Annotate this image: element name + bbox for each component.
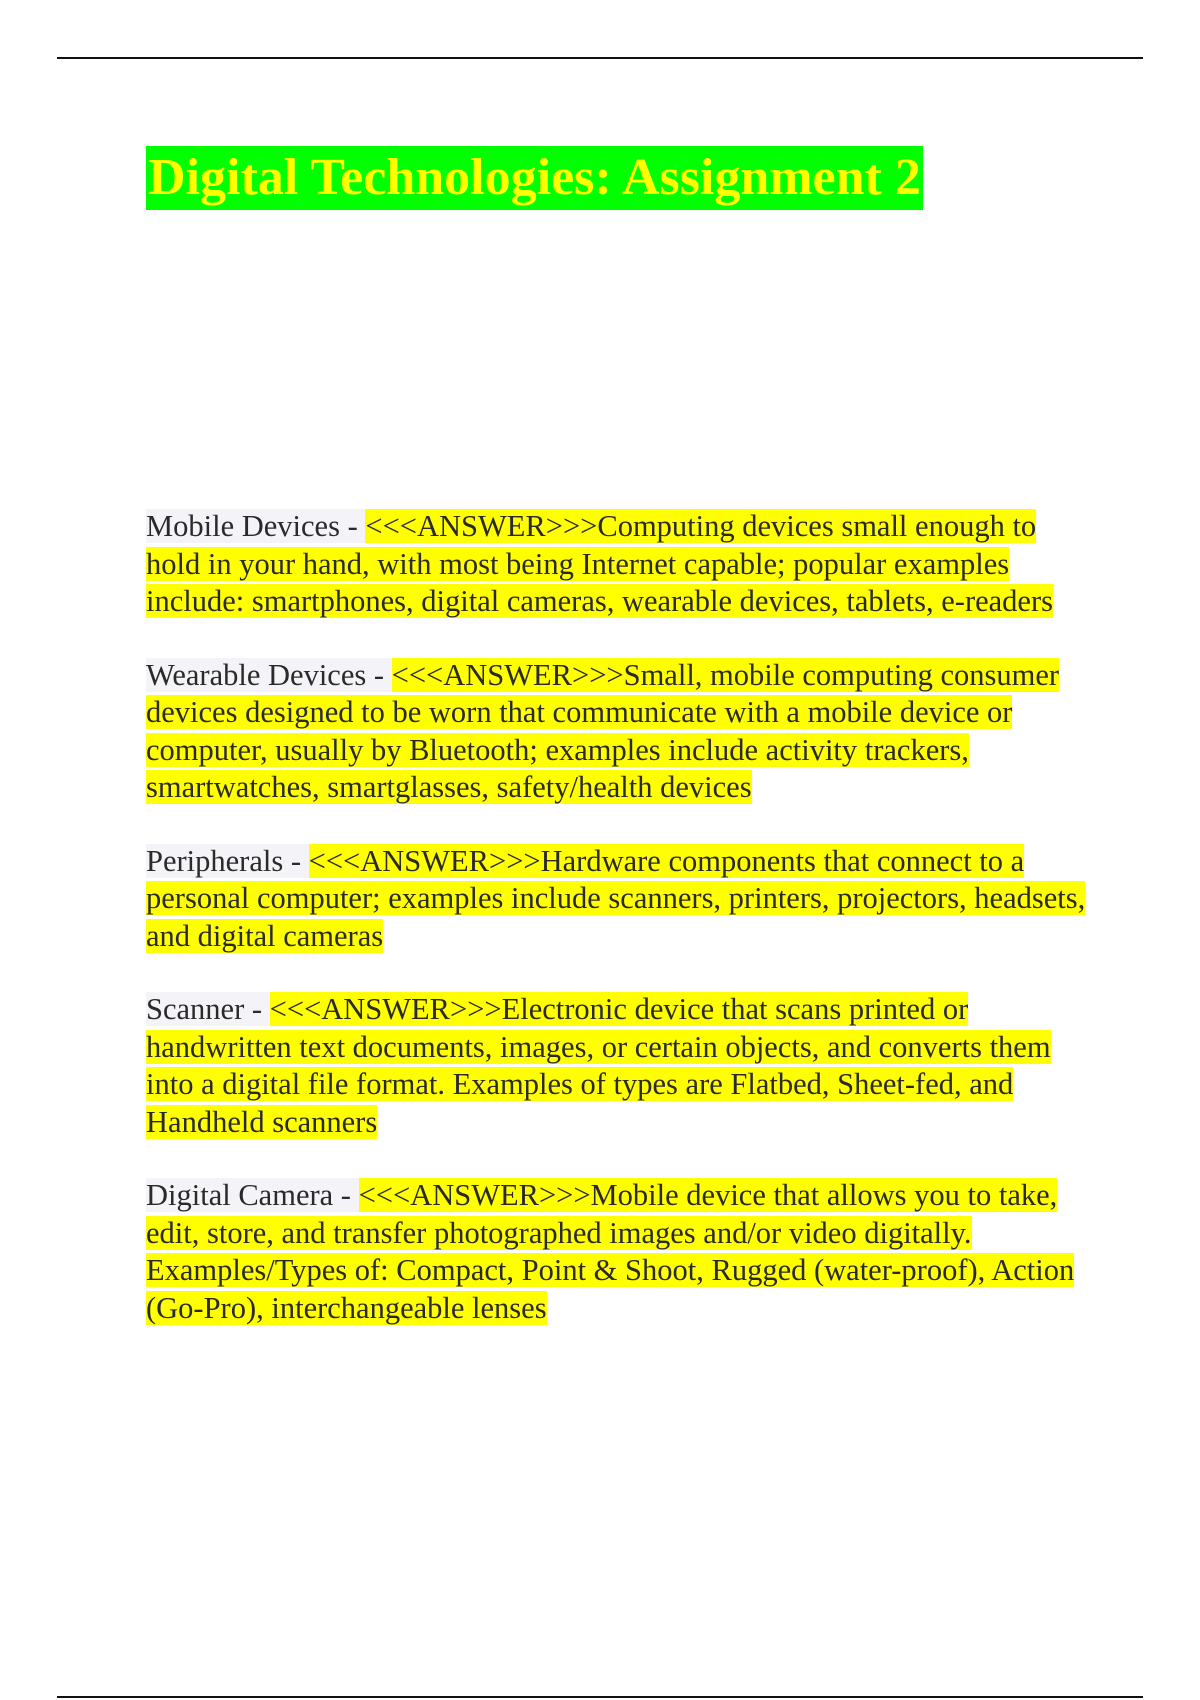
entry-wearable-devices bbox=[146, 657, 1096, 807]
entry-definition: <<<ANSWER>>>Computing devices small enough to hold in your hand, with most being Internet capable; popular examples include: smartphones, digital cameras, wearable devices, tablets, e-readers bbox=[146, 509, 1053, 618]
entry-definition: <<<ANSWER>>>Mobile device that allows you to take, edit, store, and transfer photographed images and/or video digitally. Examples/Types of: Compact, Point & Shoot, Rugged (water-proof), Action (Go-Pro), interchangeable lenses bbox=[146, 1178, 1075, 1325]
entry-definition: <<<ANSWER>>>Hardware components that connect to a personal computer; examples include scanners, printers, projectors, headsets, and digital cameras bbox=[146, 843, 1086, 953]
entry-peripherals bbox=[146, 843, 1096, 956]
top-divider bbox=[57, 57, 1143, 59]
document-title: Digital Technologies: Assignment 2 bbox=[146, 146, 923, 210]
bottom-divider bbox=[57, 1696, 1143, 1698]
entry-term: Digital Camera - bbox=[146, 1178, 359, 1212]
title-block bbox=[146, 146, 923, 210]
entry-term: Peripherals - bbox=[146, 843, 309, 878]
entry-definition: <<<ANSWER>>>Electronic device that scans printed or handwritten text documents, images, or certain objects, and converts them into a digital file format. Examples of types are Flatbed, Sheet-fed, and Handheld scanners bbox=[146, 992, 1051, 1139]
entry-mobile-devices bbox=[146, 508, 1096, 621]
entry-digital-camera bbox=[146, 1177, 1096, 1327]
entry-list bbox=[146, 508, 1096, 1363]
entry-term: Scanner - bbox=[146, 992, 270, 1026]
entry-term: Mobile Devices - bbox=[146, 509, 366, 543]
entry-scanner bbox=[146, 991, 1096, 1141]
entry-definition: <<<ANSWER>>>Small, mobile computing consumer devices designed to be worn that communicate with a mobile device or computer, usually by Bluetooth; examples include activity trackers, smartwatches, smartglasses, safety/health devices bbox=[146, 657, 1060, 804]
entry-term: Wearable Devices - bbox=[146, 657, 392, 692]
